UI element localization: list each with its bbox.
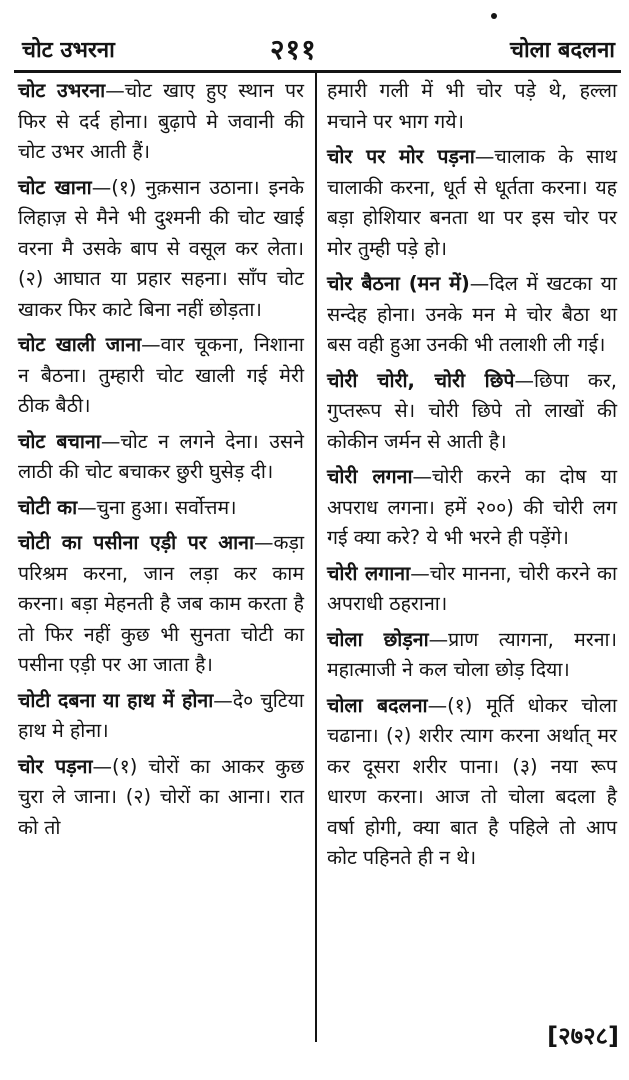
dictionary-entry	[18, 686, 304, 747]
dictionary-entry	[327, 269, 617, 361]
dictionary-entry	[18, 330, 304, 422]
dictionary-entry	[327, 462, 617, 554]
dictionary-entry	[327, 142, 617, 264]
entry-text: —चोट न लगने देना। उसने लाठी की चोट बचाकर छुरी घुसेड़ दी।	[18, 429, 304, 483]
entry-headword: चोला छोड़ना	[327, 627, 429, 651]
dictionary-entry	[18, 173, 304, 326]
dot-mark-icon	[491, 13, 497, 19]
entry-text: —छिपा कर, गुप्तरूप से। चोरी छिपे तो लाखों की कोकीन जर्मन से आती है।	[327, 368, 617, 453]
entry-headword: चोट बचाना	[18, 429, 101, 453]
entry-text: —चालाक के साथ चालाकी करना, धूर्त से धूर्तता करना। यह बड़ा होशियार बनता था पर इस चोर पर मोर तुम्ही पड़े हो।	[327, 145, 617, 260]
entry-text: —प्राण त्यागना, मरना। महात्माजी ने कल चोला छोड़ दिया।	[327, 627, 617, 681]
dictionary-entry	[18, 76, 304, 168]
dictionary-entry	[327, 366, 617, 458]
right-column	[327, 76, 617, 879]
dictionary-entry	[18, 427, 304, 488]
header-right-guide-word: चोला बदलना	[509, 38, 615, 63]
page-header	[0, 0, 629, 72]
entry-headword: चोर पर मोर पड़ना	[327, 145, 475, 168]
entry-headword: चोटी दबना या हाथ में होना	[18, 688, 214, 712]
entry-text: —चुना हुआ। सर्वोत्तम।	[77, 495, 237, 519]
entry-headword: चोर बैठना (मन में)	[327, 272, 470, 295]
dictionary-entry	[18, 752, 304, 844]
page-number: २११	[270, 33, 317, 66]
dictionary-entry	[18, 493, 304, 524]
entry-text: हमारी गली में भी चोर पड़े थे, हल्ला मचाने पर भाग गये।	[327, 79, 617, 133]
dictionary-entry-continued	[327, 76, 617, 137]
entry-text: —दिल में खटका या सन्देह होना। उनके मन मे चोर बैठा था बस वही हुआ उनकी भी तलाशी ली गई।	[327, 272, 617, 356]
entry-text: —वार चूकना, निशाना न बैठना। तुम्हारी चोट खाली गई मेरी ठीक बैठी।	[18, 333, 304, 417]
entry-headword: चोरी लगाना	[327, 561, 411, 585]
entry-text: —(१) नुक़सान उठाना। इनके लिहाज़ से मैने भी दुश्मनी की चोट खाई वरना मै उसके बाप से वसूल कर लेता। (२) आघात या प्रहार सहना। साँप चोट खाकर फिर काटे बिना नहीं छोड़ता।	[18, 175, 304, 321]
entry-text: —चोरी करने का दोष या अपराध लगना। हमें २००) की चोरी लग गई क्या करे? ये भी भरने ही पड़ेंगे।	[327, 465, 617, 549]
entry-headword: चोट खाली जाना	[18, 333, 142, 356]
dictionary-entry	[327, 625, 617, 686]
entry-text: —दे० चुटिया हाथ मे होना।	[18, 688, 304, 742]
header-left-guide-word: चोट उभरना	[22, 38, 115, 63]
dictionary-entry	[18, 528, 304, 681]
page-marker: [२७२८]	[547, 1022, 619, 1050]
dictionary-entry	[327, 691, 617, 874]
entry-headword: चोला बदलना	[327, 693, 428, 717]
entry-text: —चोट खाए हुए स्थान पर फिर से दर्द होना। बुढ़ापे मे जवानी की चोट उभर आती हैं।	[18, 79, 305, 163]
dictionary-entry	[327, 559, 617, 620]
column-divider	[315, 72, 317, 1042]
entry-headword: चोर पड़ना	[18, 754, 93, 778]
entry-text: —(१) मूर्ति धोकर चोला चढाना। (२) शरीर त्याग करना अर्थात् मर कर दूसरा शरीर पाना। (३) नया रूप धारण करना। आज तो चोला बदला है वर्षा होगी, क्या बात है पहिले तो आप कोट पहिनते ही न थे।	[327, 693, 617, 869]
entry-headword: चोट उभरना	[18, 79, 106, 102]
entry-headword: चोटी का पसीना एड़ी पर आना	[18, 531, 255, 554]
entry-text: —(१) चोरों का आकर कुछ चुरा ले जाना। (२) चोरों का आना। रात को तो	[18, 754, 304, 839]
entry-headword: चोरी चोरी, चोरी छिपे	[327, 368, 515, 392]
header-rule	[14, 70, 621, 73]
entry-text: —चोर मानना, चोरी करने का अपराधी ठहराना।	[327, 561, 617, 615]
entry-headword: चोरी लगना	[327, 465, 413, 488]
entry-headword: चोट खाना	[18, 175, 92, 199]
entry-text: —कड़ा परिश्रम करना, जान लड़ा कर काम करना। बड़ा मेहनती है जब काम करता है तो फिर नहीं कुछ भी सुनता चोटी का पसीना एड़ी पर आ जाता है।	[18, 531, 304, 676]
left-column	[18, 76, 304, 848]
entry-headword: चोटी का	[18, 495, 78, 519]
